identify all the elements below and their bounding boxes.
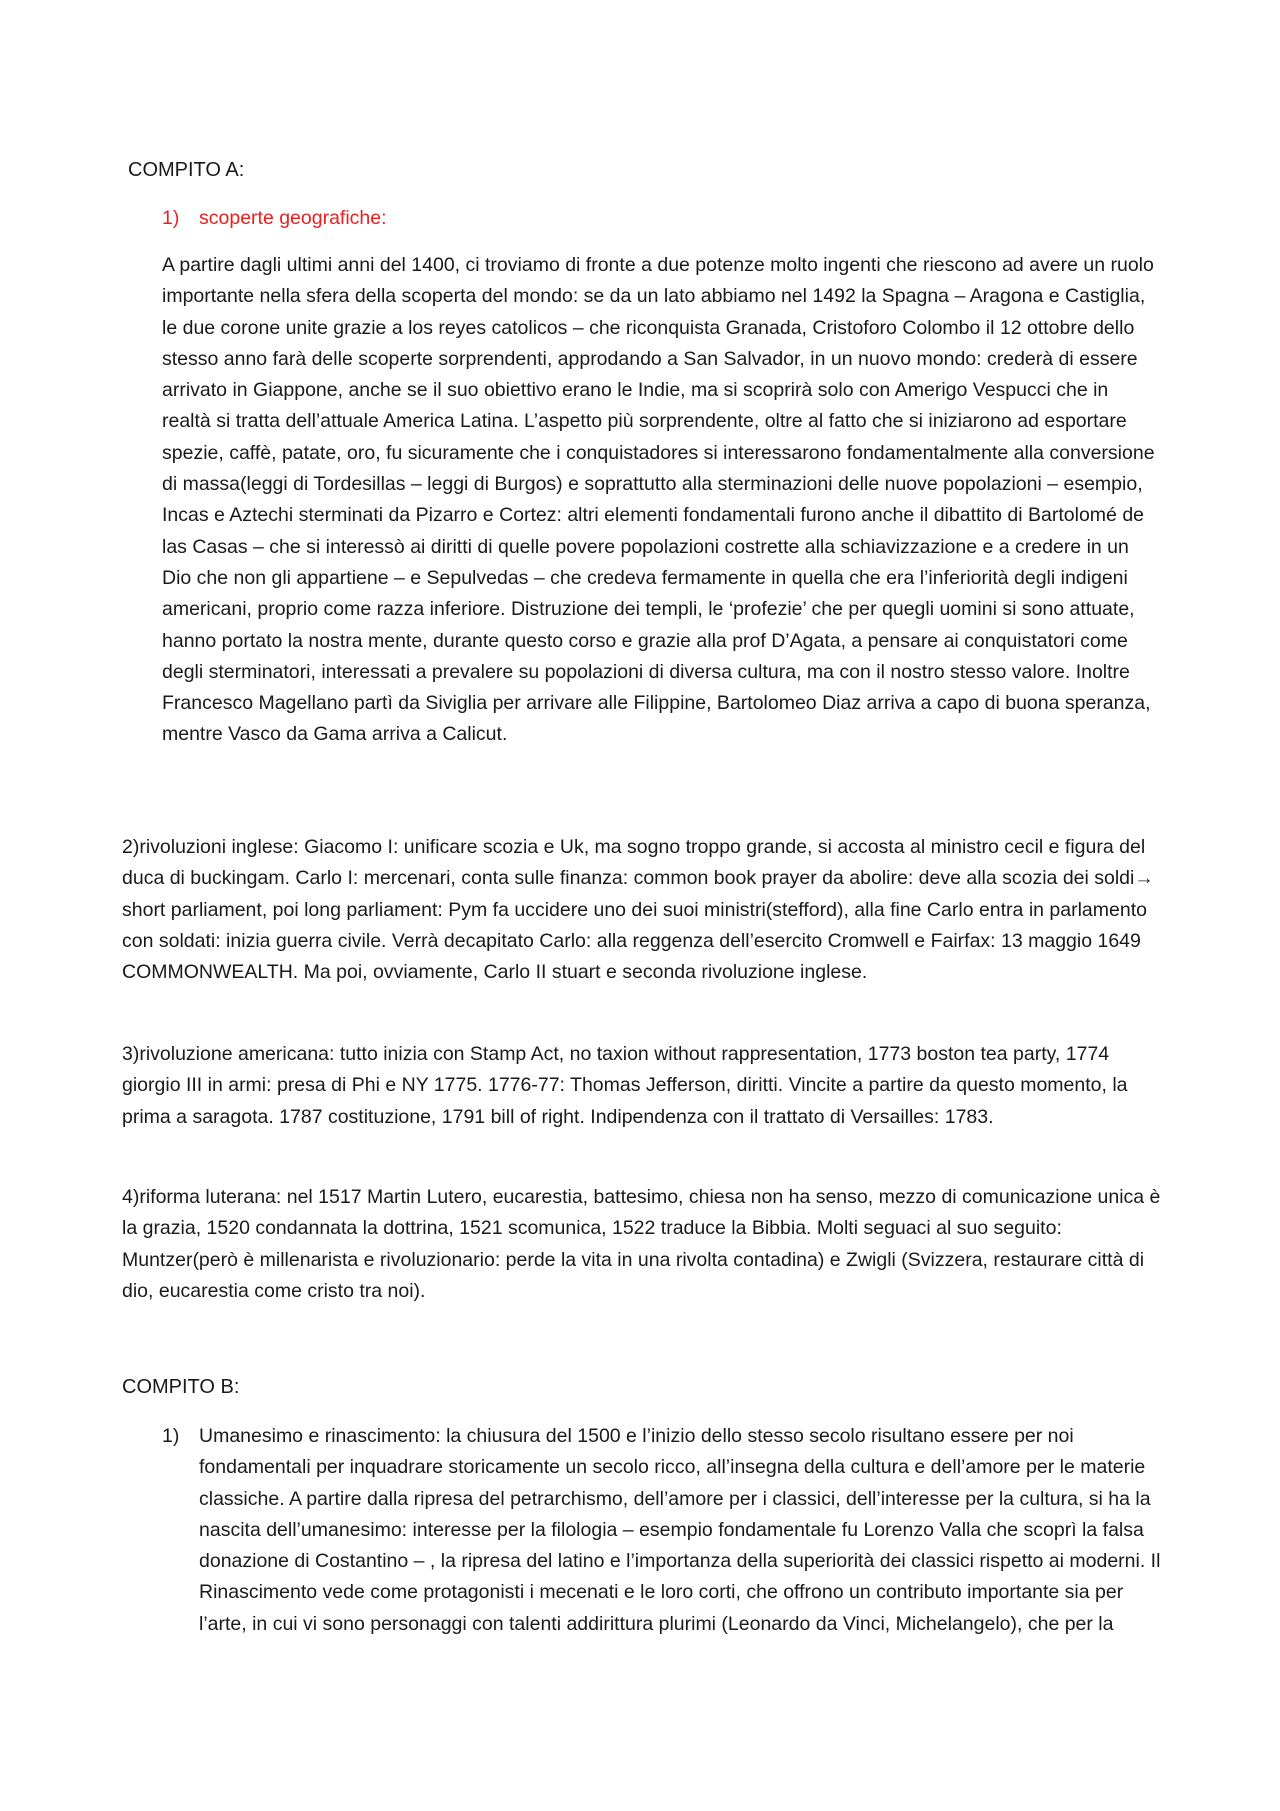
- compito-b-heading: COMPITO B:: [122, 1376, 240, 1398]
- list-number: 1): [162, 1425, 180, 1447]
- compito-a-paragraph-3: 3)rivoluzione americana: tutto inizia con Stamp Act, no taxion without rappresentation, 1773 boston tea party, 1774 giorgio III in armi: presa di Phi e NY 1775. 1776-77: Thomas Jefferson, diritti. Vincite a partire da questo momento, la prima a saragota. 1787 costituzione, 1791 bill of right. Indipendenza con il trattato di Versailles: 1783.: [122, 1043, 1128, 1128]
- compito-b-item-1-text: Umanesimo e rinascimento: la chiusura del 1500 e l’inizio dello stesso secolo risultano essere per noi fondamentali per inquadrare storicamente un secolo ricco, all’insegna della cultura e dell’amore per le materie classiche. A partire dalla ripresa del petrarchismo, dell’amore per i classici, dell’interesse per la cultura, si ha la nascita dell’umanesimo: interesse per la filologia – esempio fondamentale fu Lorenzo Valla che scoprì la falsa donazione di Costantino – , la ripresa del latino e l’importanza della superiorità dei classici rispetto ai moderni. Il Rinascimento vede come protagonisti i mecenati e le loro corti, che offrono un contributo importante sia per l’arte, in cui vi sono personaggi con talenti addirittura plurimi (Leonardo da Vinci, Michelangelo), che per la: [199, 1425, 1161, 1635]
- compito-b-item-1: [162, 1421, 1166, 1640]
- list-number: 1): [162, 207, 180, 229]
- right-arrow-icon: →: [1134, 867, 1154, 890]
- compito-a-paragraph-2: [122, 832, 1166, 988]
- item-title-scoperte-geografiche: scoperte geografiche:: [199, 207, 387, 229]
- compito-a-heading: COMPITO A:: [128, 159, 245, 181]
- compito-a-paragraph-4: 4)riforma luterana: nel 1517 Martin Lutero, eucarestia, battesimo, chiesa non ha senso, mezzo di comunicazione unica è la grazia, 1520 condannata la dottrina, 1521 scomunica, 1522 traduce la Bibbia. Molti seguaci al suo seguito: Muntzer(però è millenarista e rivoluzionario: perde la vita in una rivolta contadina) e Zwigli (Svizzera, restaurare città di dio, eucarestia come cristo tra noi).: [122, 1186, 1161, 1302]
- para2-text-start: 2)rivoluzioni inglese: Giacomo I: unificare scozia e Uk, ma sogno troppo grande, si accosta al ministro cecil e figura del duca di buckingam. Carlo I: mercenari, conta sulle finanza: common book prayer da abolire: deve alla scozia dei soldi: [122, 836, 1146, 890]
- compito-a-item-1-body: A partire dagli ultimi anni del 1400, ci troviamo di fronte a due potenze molto ingenti che riescono ad avere un ruolo importante nella sfera della scoperta del mondo: se da un lato abbiamo nel 1492 la Spagna – Aragona e Castiglia, le due corone unite grazie a los reyes catolicos – che riconquista Granada, Cristoforo Colombo il 12 ottobre dello stesso anno farà delle scoperte sorprendenti, approdando a San Salvador, in un nuovo mondo: crederà di essere arrivato in Giappone, anche se il suo obiettivo erano le Indie, ma si scoprirà solo con Amerigo Vespucci che in realtà si tratta dell’attuale America Latina. L’aspetto più sorprendente, oltre al fatto che si iniziarono ad esportare spezie, caffè, patate, oro, fu sicuramente che i conquistadores si interessarono fondamentalmente alla conversione di massa(leggi di Tordesillas – leggi di Burgos) e soprattutto alla sterminazioni delle nuove popolazioni – esempio, Incas e Aztechi sterminati da Pizarro e Cortez: altri elementi fondamentali furono anche il dibattito di Bartolomé de las Casas – che si interessò ai diritti di quelle povere popolazioni costrette alla schiavizzazione e a credere in un Dio che non gli appartiene – e Sepulvedas – che credeva fermamente in quella che era l’inferiorità degli indigeni americani, proprio come razza inferiore. Distruzione dei templi, le ‘profezie’ che per quegli uomini si sono attuate, hanno portato la nostra mente, durante questo corso e grazie alla prof D’Agata, a pensare ai conquistatori come degli sterminatori, interessati a prevalere su popolazioni di diversa cultura, ma con il nostro stesso valore. Inoltre Francesco Magellano partì da Siviglia per arrivare alle Filippine, Bartolomeo Diaz arriva a capo di buona speranza, mentre Vasco da Gama arriva a Calicut.: [162, 254, 1155, 746]
- compito-a-item-1-title-row: [162, 203, 1142, 234]
- para2-text-end: short parliament, poi long parliament: Pym fa uccidere uno dei suoi ministri(stefford), alla fine Carlo entra in parlamento con soldati: inizia guerra civile. Verrà decapitato Carlo: alla reggenza dell’esercito Cromwell e Fairfax: 13 maggio 1649 COMMONWEALTH. Ma poi, ovviamente, Carlo II stuart e seconda rivoluzione inglese.: [122, 898, 1147, 984]
